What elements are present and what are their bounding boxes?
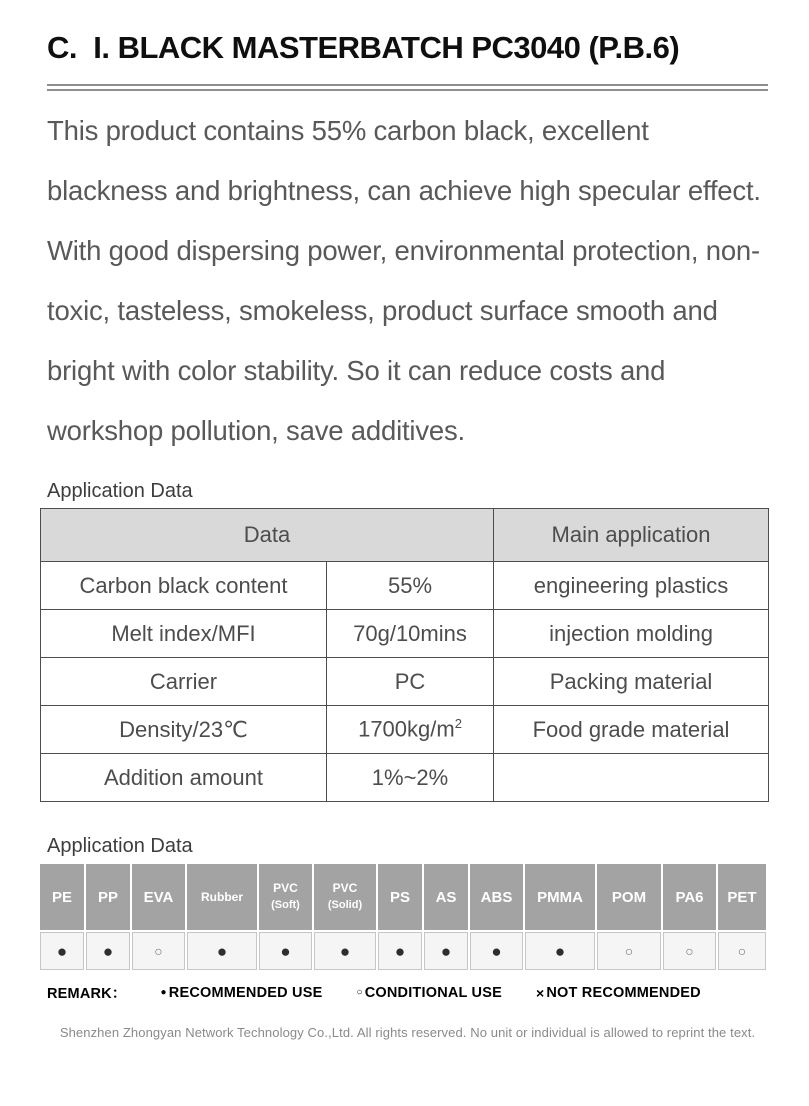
compat-header-cell: PVC (Solid) [314, 864, 376, 930]
compat-status-cell [597, 932, 661, 970]
compat-status-cell [314, 932, 376, 970]
legend-item-recommended: ● RECOMMENDED USE [160, 984, 323, 1001]
product-description: This product contains 55% carbon black, excellent blackness and brightness, can achieve high specular effect. With good dispersing power, environmental protection, non-toxic, tasteless, smokeless, product surface smooth and bright with color stability. So it can reduce costs and workshop pollution, save additives. [47, 115, 761, 446]
spec-value-cell: 1%~2% [327, 754, 494, 802]
spec-header-data: Data [41, 509, 494, 562]
compat-column-rubber [187, 864, 257, 970]
compat-column-pvc-soft [259, 864, 312, 970]
spec-property-cell: Carbon black content [41, 562, 327, 610]
compat-header-cell: PVC (Soft) [259, 864, 312, 930]
compat-column-pa6 [663, 864, 716, 970]
hollow-dot-icon: ○ [356, 986, 363, 998]
spec-property-cell: Carrier [41, 658, 327, 706]
status-dot-icon: ● [440, 941, 452, 961]
spec-application-cell: Food grade material [494, 706, 769, 754]
compat-column-pvc-solid [314, 864, 376, 970]
spec-value-cell: $1700kg/m^2$ [327, 706, 494, 754]
spec-row [41, 658, 769, 706]
compat-column-pom [597, 864, 661, 970]
status-dot-icon: ○ [624, 943, 634, 959]
spec-value-cell: 55% [327, 562, 494, 610]
compat-header-cell: PET [718, 864, 766, 930]
compat-status-cell [86, 932, 130, 970]
compat-header-cell: ABS [470, 864, 523, 930]
compat-table-label: Application Data [47, 835, 193, 857]
status-dot-icon: ● [102, 941, 114, 961]
compat-table [40, 864, 768, 970]
status-dot-icon: ● [394, 941, 406, 961]
compat-status-cell [40, 932, 84, 970]
compat-column-pet [718, 864, 766, 970]
superscript: 2 [454, 716, 462, 732]
copyright-footer: Shenzhen Zhongyan Network Technology Co.,Ltd. All rights reserved. No unit or individual is allowed to reprint the text. [59, 1025, 756, 1040]
spec-table [40, 508, 769, 802]
spec-property-cell: Addition amount [41, 754, 327, 802]
status-dot-icon: ● [339, 941, 351, 961]
compat-column-pe [40, 864, 84, 970]
status-dot-icon: ○ [737, 943, 747, 959]
compat-status-cell [259, 932, 312, 970]
filled-dot-icon: ● [160, 986, 167, 998]
compat-header-cell: AS [424, 864, 468, 930]
spec-property-cell: Melt index/MFI [41, 610, 327, 658]
spec-application-cell: injection molding [494, 610, 769, 658]
legend-item-not-recommended: × NOT RECOMMENDED [535, 984, 701, 1001]
compat-status-cell [718, 932, 766, 970]
spec-application-cell: engineering plastics [494, 562, 769, 610]
compat-header-cell: POM [597, 864, 661, 930]
cross-icon: × [535, 984, 545, 1001]
compat-status-cell [424, 932, 468, 970]
status-dot-icon: ○ [685, 943, 694, 959]
compat-status-cell [378, 932, 422, 970]
status-dot-icon: ● [491, 941, 502, 961]
compat-header-cell: Rubber [187, 864, 257, 930]
page-title: C. I. BLACK MASTERBATCH PC3040 (P.B.6) [47, 30, 680, 65]
spec-header-main-application: Main application [494, 509, 769, 562]
spec-value-cell: 70g/10mins [327, 610, 494, 658]
compat-column-eva [132, 864, 185, 970]
legend-item-conditional: ○ CONDITIONAL USE [356, 984, 502, 1001]
compat-header-cell: PE [40, 864, 84, 930]
spec-application-cell [494, 754, 769, 802]
compat-status-cell [132, 932, 185, 970]
compat-column-abs [470, 864, 523, 970]
compat-column-ps [378, 864, 422, 970]
status-dot-icon: ● [56, 941, 68, 961]
spec-row [41, 610, 769, 658]
status-dot-icon: ○ [154, 943, 163, 959]
remark-label: REMARK： [47, 986, 127, 1002]
compat-status-cell [470, 932, 523, 970]
remark-legend [47, 982, 768, 1003]
compat-header-cell: PP [86, 864, 130, 930]
spec-value-cell: PC [327, 658, 494, 706]
spec-row [41, 754, 769, 802]
compat-header-cell: PMMA [525, 864, 595, 930]
status-dot-icon: ● [280, 941, 291, 961]
spec-header-row [41, 509, 769, 562]
compat-status-cell [187, 932, 257, 970]
compat-header-cell: PS [378, 864, 422, 930]
spec-row [41, 562, 769, 610]
spec-property-cell: Density/23℃ [41, 706, 327, 754]
compat-column-pmma [525, 864, 595, 970]
compat-header-cell: EVA [132, 864, 185, 930]
title-divider [47, 84, 768, 91]
compat-column-as [424, 864, 468, 970]
compat-status-cell [663, 932, 716, 970]
compat-header-cell: PA6 [663, 864, 716, 930]
status-dot-icon: ● [216, 941, 228, 961]
spec-application-cell: Packing material [494, 658, 769, 706]
spec-table-label: Application Data [47, 480, 193, 502]
compat-status-cell [525, 932, 595, 970]
compat-column-pp [86, 864, 130, 970]
status-dot-icon: ● [554, 941, 566, 961]
spec-row [41, 706, 769, 754]
